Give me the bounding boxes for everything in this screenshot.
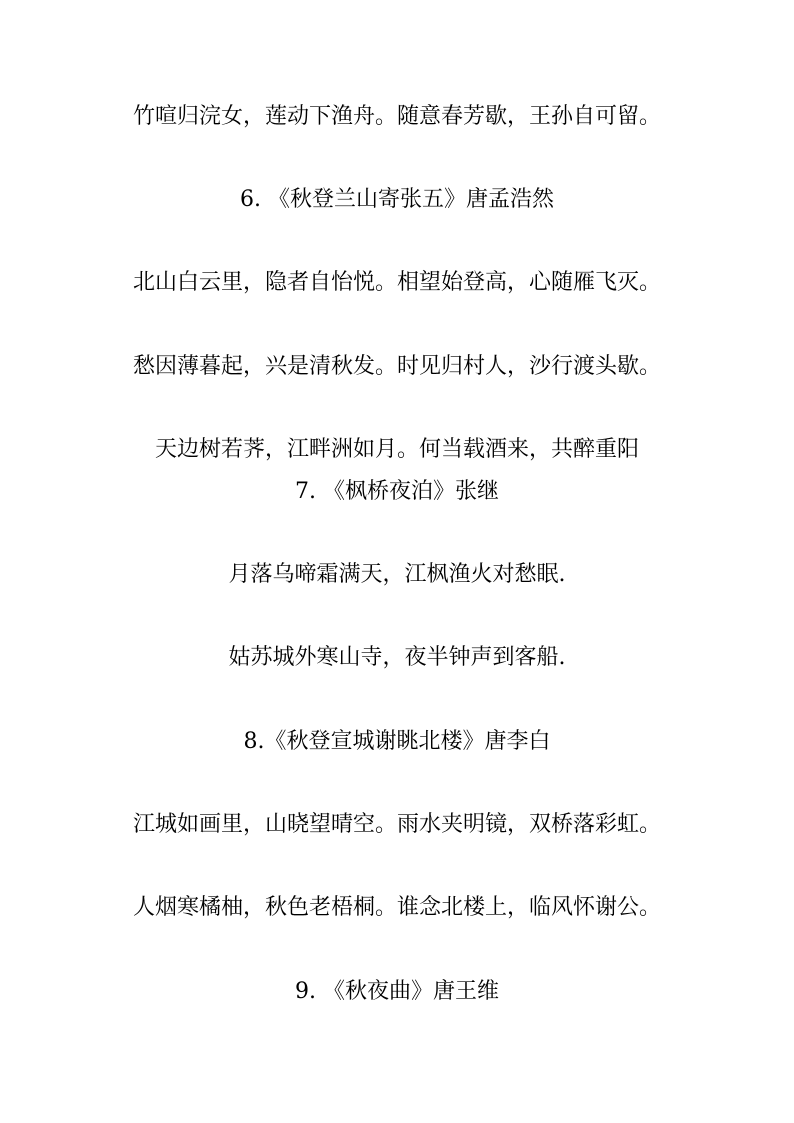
poem-title: 7. 《枫桥夜泊》张继 [295, 479, 499, 504]
poem-title: 6. 《秋登兰山寄张五》唐孟浩然 [240, 187, 554, 212]
poem-line: 北山白云里，隐者自怡悦。相望始登高，心随雁飞灭。 [132, 270, 661, 295]
poem-line: 江城如画里，山晓望晴空。雨水夹明镜，双桥落彩虹。 [132, 812, 661, 837]
poem-line: 竹喧归浣女，莲动下渔舟。随意春芳歇，王孙自可留。 [132, 104, 661, 129]
poem-line: 愁因薄暮起，兴是清秋发。时见归村人，沙行渡头歇。 [132, 354, 661, 379]
poem-line: 天边树若荠，江畔洲如月。何当载酒来，共醉重阳 [154, 437, 639, 462]
poem-title: 8.《秋登宣城谢眺北楼》唐李白 [243, 729, 551, 754]
poem-title: 9. 《秋夜曲》唐王维 [295, 979, 499, 1004]
poem-line: 月落乌啼霜满天，江枫渔火对愁眠. [228, 562, 566, 587]
poem-line: 人烟寒橘柚，秋色老梧桐。谁念北楼上，临风怀谢公。 [132, 895, 661, 920]
poem-line: 姑苏城外寒山寺，夜半钟声到客船. [228, 645, 566, 670]
